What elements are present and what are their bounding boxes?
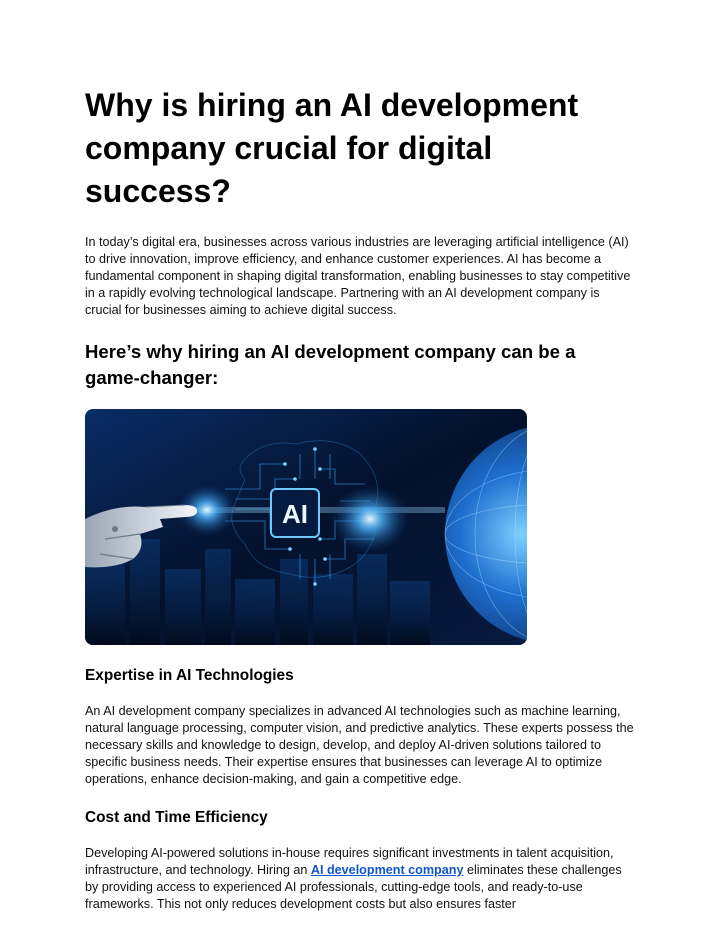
article (85, 84, 635, 913)
section-paragraph-cost (85, 845, 635, 913)
section-paragraph-expertise: An AI development company specializes in advanced AI technologies such as machine learning, natural language processing, computer vision, and predictive analytics. These experts possess the necessary skills and knowledge to design, develop, and deploy AI-driven solutions tailored to specific business needs. Their expertise ensures that businesses can leverage AI to optimize operations, enhance decision-making, and gain a competitive edge. (85, 704, 634, 786)
cost-text-before-link: Developing AI-powered solutions in-house requires significant investments in talent acquisition, infrastructure, and technology. Hiring an (85, 846, 614, 877)
hero-image (85, 409, 527, 645)
intro-paragraph: In today’s digital era, businesses across various industries are leveraging artificial intelligence (AI) to drive innovation, improve efficiency, and enhance customer experiences. AI has become a fundamental component in shaping digital transformation, enabling businesses to stay competitive in a rapidly evolving technological landscape. Partnering with an AI development company is crucial for businesses aiming to achieve digital success. (85, 235, 631, 317)
cost-text-after-link: eliminates these challenges by providing access to experienced AI professionals, cutting-edge tools, and ready-to-use frameworks. This not only reduces development costs but also ensures faster (85, 863, 622, 911)
hero-ai-badge: AI (282, 499, 308, 529)
section-subheading: Here’s why hiring an AI development company can be a game-changer: (85, 341, 576, 388)
ai-development-company-link[interactable]: AI development company (310, 863, 464, 877)
section-heading-cost: Cost and Time Efficiency (85, 809, 268, 826)
page-title: Why is hiring an AI development company crucial for digital success? (85, 87, 579, 209)
section-heading-expertise: Expertise in AI Technologies (85, 667, 294, 684)
